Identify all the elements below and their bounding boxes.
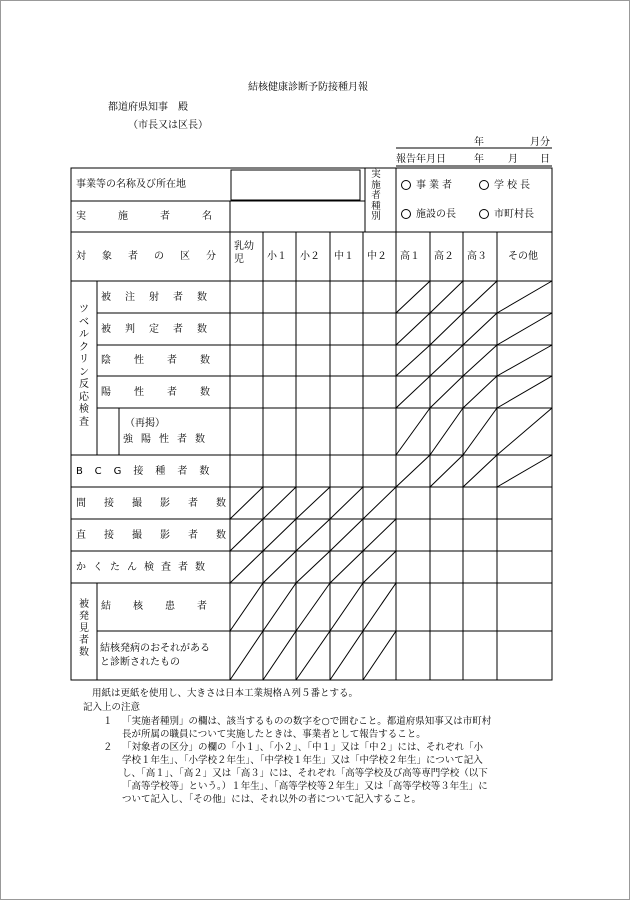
report-date-label: 報告年月日: [396, 154, 446, 165]
report-date-month: 月: [508, 154, 518, 165]
row-judged: 被判定者数: [101, 324, 221, 335]
row-target-label: 対象者の区分: [76, 251, 232, 262]
row-bcg: BCG接種者数: [76, 466, 222, 477]
option-principal[interactable]: 学校長: [479, 180, 533, 192]
col-j1: 中１: [334, 251, 354, 262]
row-implementer-label: 実施者名: [76, 211, 244, 222]
row-entity-label: 事業等の名称及び所在地: [76, 179, 186, 190]
option-employer[interactable]: 事業者: [401, 180, 455, 192]
row-suspect-line1: 結核発病のおそれがある: [100, 643, 210, 654]
row-direct: 直接撮影者数: [76, 530, 244, 541]
period-year: 年: [474, 137, 484, 148]
note-1-line1: 「実施者種別」の欄は、該当するものの数字を○で囲むこと。都道府県知事又は市町村: [122, 716, 492, 727]
report-date-day: 日: [540, 154, 550, 165]
col-other: その他: [508, 251, 538, 262]
found-group-label: 被発見者数: [79, 599, 89, 658]
row-patients: 結核患者: [101, 601, 229, 612]
report-date-year: 年: [474, 154, 484, 165]
option-circle-icon: [479, 180, 489, 190]
period-month: 月分: [530, 137, 550, 148]
note-2-line2: 学校１年生」、「小学校２年生」、「中学校１年生」又は「中学校２年生」について記入: [122, 755, 483, 766]
row-indirect: 間接撮影者数: [76, 498, 244, 509]
note-paper: 用紙は更紙を使用し、大きさは日本工業規格Ａ列５番とする。: [92, 688, 359, 699]
col-e2: 小２: [300, 251, 320, 262]
row-positive: 陽性者数: [101, 387, 233, 398]
option-circle-icon: [401, 209, 411, 219]
row-suspect-line2: と診断されたもの: [100, 657, 180, 668]
row-injected: 被注射者数: [101, 292, 221, 303]
addressee: 都道府県知事 殿: [108, 102, 188, 113]
row-sputum: かくたん検査者数: [76, 562, 212, 573]
row-strong-positive: 強陽性者数: [123, 434, 213, 445]
col-h3: 高３: [467, 251, 487, 262]
col-j2: 中２: [367, 251, 387, 262]
row-repost: （再掲）: [125, 418, 165, 429]
note-2-line1: 「対象者の区分」の欄の「小１」、「小２」、「中１」又は「中２」には、それぞれ「小: [122, 742, 484, 753]
row-negative: 陰性者数: [101, 355, 233, 366]
addressee-alt: （市長又は区長）: [128, 120, 208, 131]
option-circle-icon: [401, 180, 411, 190]
note-2-line5: ついて記入し、「その他」には、それ以外の者について記入すること。: [122, 794, 422, 805]
col-h1: 高１: [400, 251, 420, 262]
note-2-line4: 「高等学校等」という。）１年生」、「高等学校等２年生」又は「高等学校等３年生」に: [122, 781, 488, 792]
note-1-line2: 長が所属の職員について実施したときは、事業者として報告すること。: [122, 729, 426, 740]
form-title: 結核健康診断予防接種月報: [248, 82, 368, 93]
option-circle-icon: [479, 209, 489, 219]
note-2-line3: し、「高１」、「高２」又は「高３」には、それぞれ「高等学校及び高等専門学校（以下: [122, 768, 488, 779]
col-h2: 高２: [434, 251, 454, 262]
option-mayor[interactable]: 市町村長: [479, 209, 534, 221]
note-2-num: ２: [103, 742, 113, 753]
tuberculin-group-label: ツベルクリン反応検査: [79, 304, 89, 428]
option-facility-head[interactable]: 施設の長: [401, 209, 456, 221]
col-infant: 乳幼児: [234, 241, 254, 265]
col-e1: 小１: [267, 251, 287, 262]
note-1-num: １: [103, 716, 113, 727]
implementer-type-label: 実施者種別: [371, 169, 381, 222]
notes-heading: 記入上の注意: [83, 702, 141, 713]
